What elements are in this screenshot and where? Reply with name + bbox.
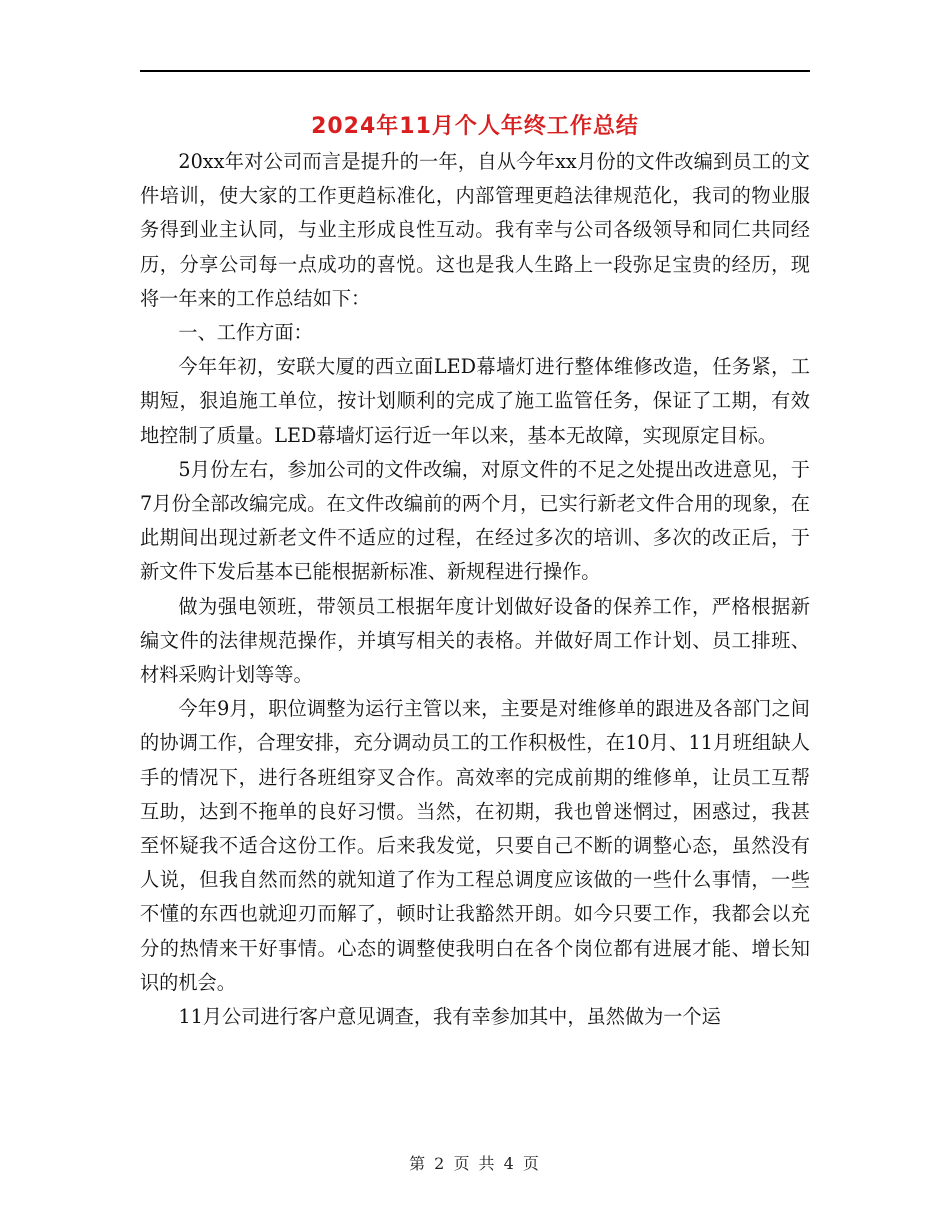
paragraph-document-revision: 5月份左右，参加公司的文件改编，对原文件的不足之处提出改进意见，于7月份全部改编完成。在文件改编前的两个月，已实行新老文件合用的现象，在此期间出现过新老文件不适应的过程，在经过多次的培训、多次的改正后，于新文件下发后基本已能根据新标准、新规程进行操作。 xyxy=(140,457,810,584)
document-body xyxy=(140,145,810,1034)
document-title: 2024年11月个人年终工作总结 xyxy=(311,114,639,139)
header-rule xyxy=(140,70,810,72)
paragraph-operations-supervisor: 今年9月，职位调整为运行主管以来，主要是对维修单的跟进及各部门之间的协调工作，合理安排，充分调动员工的工作积极性，在10月、11月班组缺人手的情况下，进行各班组穿叉合作。高效率的完成前期的维修单，让员工互帮互助，达到不拖单的良好习惯。当然，在初期，我也曾迷惘过，困惑过，我甚至怀疑我不适合这份工作。后来我发觉，只要自己不断的调整心态，虽然没有人说，但我自然而然的就知道了作为工程总调度应该做的一些什么事情，一些不懂的东西也就迎刃而解了，顿时让我豁然开朗。如今只要工作，我都会以充分的热情来干好事情。心态的调整使我明白在各个岗位都有进展才能、增长知识的机会。 xyxy=(140,697,810,994)
page-indicator: 第 2 页 共 4 页 xyxy=(409,1154,541,1173)
section-heading-work: 一、工作方面： xyxy=(178,321,313,345)
paragraph-foreman-duties: 做为强电领班，带领员工根据年度计划做好设备的保养工作，严格根据新编文件的法律规范操作，并填写相关的表格。并做好周工作计划、员工排班、材料采购计划等等。 xyxy=(140,594,810,687)
paragraph-intro: 20xx年对公司而言是提升的一年，自从今年xx月份的文件改编到员工的文件培训，使大家的工作更趋标准化，内部管理更趋法律规范化，我司的物业服务得到业主认同，与业主形成良性互动。我有幸与公司各级领导和同仁共同经历，分享公司每一点成功的喜悦。这也是我人生路上一段弥足宝贵的经历，现将一年来的工作总结如下： xyxy=(140,150,810,310)
paragraph-customer-survey: 11月公司进行客户意见调查，我有幸参加其中，虽然做为一个运 xyxy=(178,1005,721,1029)
paragraph-led-renovation: 今年年初，安联大厦的西立面LED幕墙灯进行整体维修改造，任务紧，工期短，狠追施工单位，按计划顺利的完成了施工监管任务，保证了工期，有效地控制了质量。LED幕墙灯运行近一年以来，基本无故障，实现原定目标。 xyxy=(140,355,810,447)
